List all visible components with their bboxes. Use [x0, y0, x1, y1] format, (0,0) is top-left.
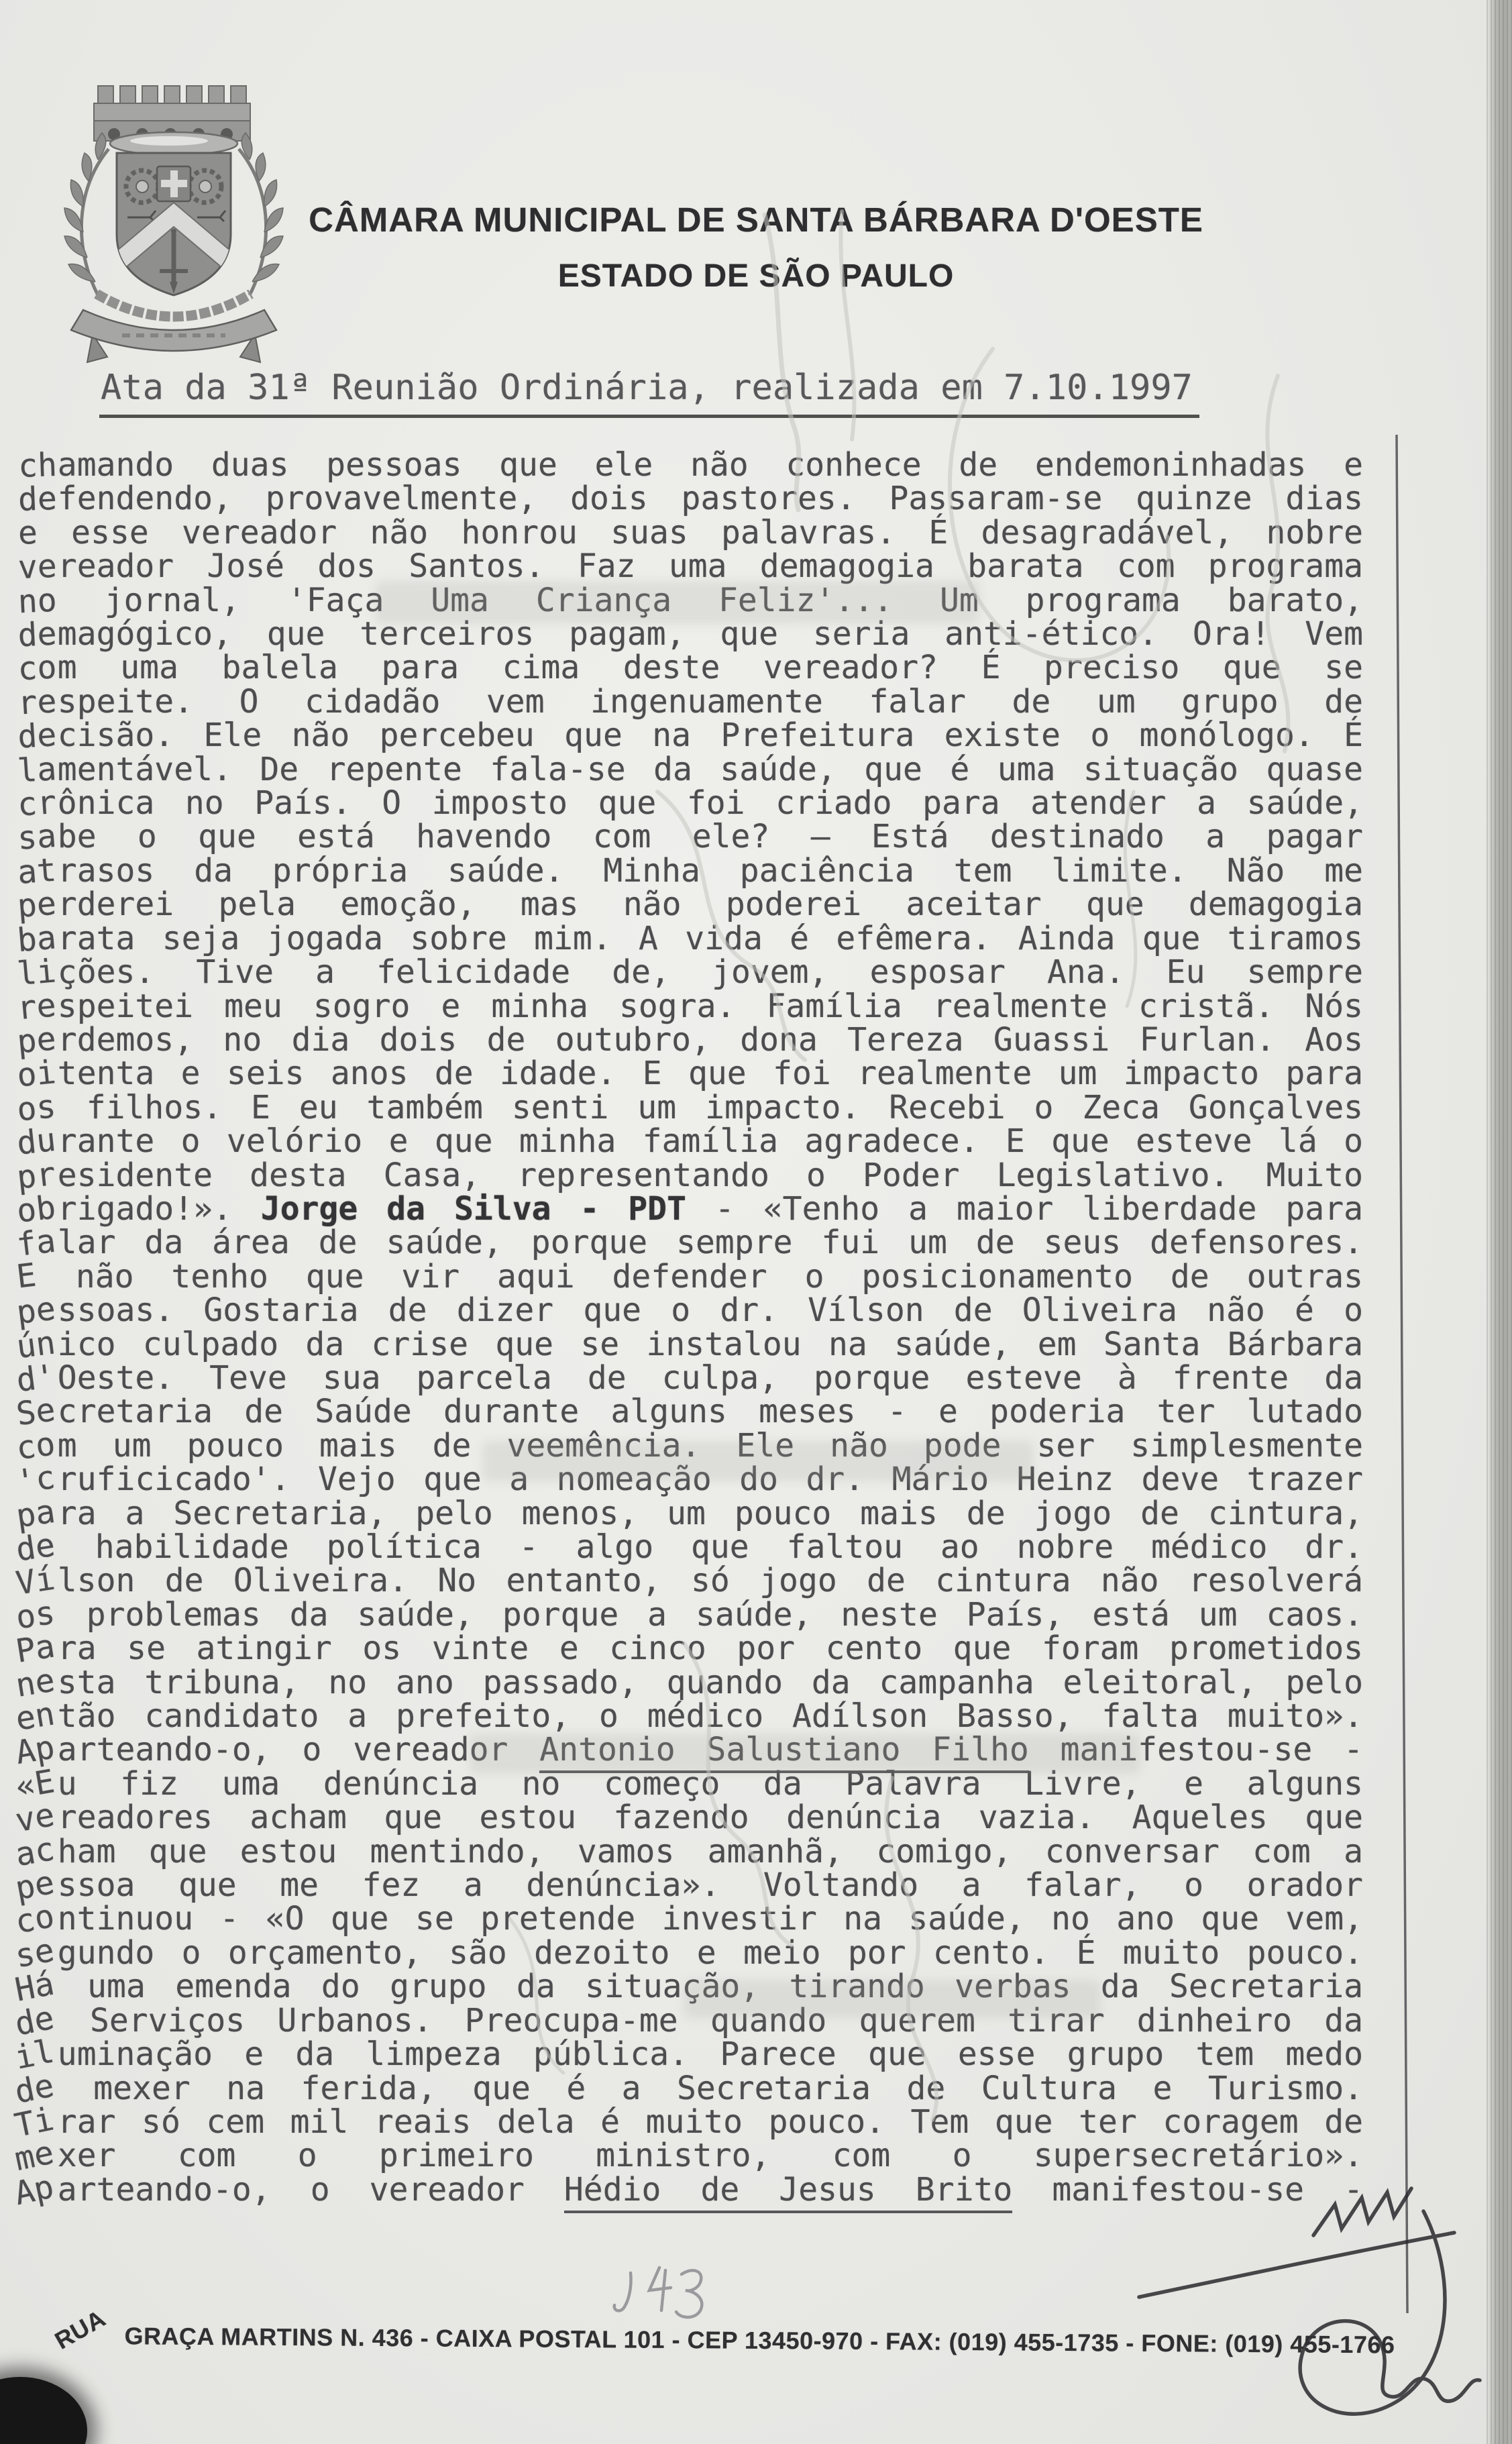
body-line: sabe o que está havendo com ele? — Está destinado a pagar — [16, 817, 1363, 858]
body-line: decisão. Ele não percebeu que na Prefeitura existe o monólogo. É — [16, 716, 1363, 756]
body-line: lições. Tive a felicidade de, jovem, esposar Ana. Eu sempre — [15, 952, 1363, 994]
body-line: d'Oeste. Teve sua parcela de culpa, porque esteve à frente da — [14, 1357, 1363, 1400]
body-line: segundo o orçamento, são dezoito e meio por cento. É muito pouco. — [12, 1931, 1363, 1976]
body-line: pessoas. Gostaria de dizer que o dr. Vílson de Oliveira não é o — [14, 1289, 1363, 1332]
body-line: Secretaria de Saúde durante alguns meses - e poderia ter lutado — [14, 1391, 1363, 1434]
document-title: Ata da 31ª Reunião Ordinária, realizada em 7.10.1997 — [99, 368, 1199, 418]
body-line: perderei pela emoção, mas não poderei aceitar que demagogia — [15, 884, 1363, 926]
org-name-line1: CÂMARA MUNICIPAL DE SANTA BÁRBARA D'OESTE — [309, 201, 1203, 239]
body-line: 'cruficicado'. Vejo que a nomeação do dr. Mário Heinz deve trazer — [13, 1458, 1363, 1501]
body-line: de habilidade política - algo que faltou ao nobre médico dr. — [13, 1526, 1363, 1569]
footer-address — [50, 2304, 1484, 2360]
body-line: perdemos, no dia dois de outubro, dona Tereza Guassi Furlan. Aos — [15, 1020, 1363, 1061]
body-line: continuou - «O que se pretende investir na saúde, no ano que vem, — [12, 1897, 1363, 1942]
body-line: chamando duas pessoas que ele não conhece de endemoninhadas e — [17, 446, 1363, 486]
bleedthrough-ghost — [684, 1980, 1100, 2018]
body-line: de Serviços Urbanos. Preocupa-me quando querem tirar dinheiro da — [11, 1999, 1363, 2043]
body-line: defendendo, provavelmente, dois pastores. Passaram-se quinze dias — [17, 480, 1363, 519]
body-line: os filhos. E eu também senti um impacto. Recebi o Zeca Gonçalves — [15, 1087, 1363, 1129]
scan-corner-shadow — [0, 2377, 87, 2444]
body-line: Aparteando-o, o vereador Hédio de Jesus Brito manifestou-se - — [11, 2167, 1363, 2213]
body-line: Há uma emenda do grupo da situação, tirando verbas da Secretaria — [11, 1964, 1363, 2009]
body-line: E não tenho que vir aqui defender o posicionamento de outras — [14, 1256, 1363, 1296]
body-line: para a Secretaria, pelo menos, um pouco mais de jogo de cintura, — [13, 1492, 1363, 1536]
body-line: vereadores acham que estou fazendo denúncia vazia. Aqueles que — [12, 1796, 1363, 1840]
body-line: Para se atingir os vinte e cinco por cento que foram prometidos — [13, 1627, 1363, 1671]
body-line: oitenta e seis anos de idade. E que foi realmente um impacto para — [15, 1053, 1363, 1095]
body-line: vereador José dos Santos. Faz uma demagogia barata com programa — [17, 547, 1363, 587]
body-line: Tirar só cem mil reais dela é muito pouco. Tem que ter coragem de — [11, 2100, 1363, 2145]
footer-address-start: RUA — [50, 2304, 111, 2355]
bleedthrough-ghost — [376, 581, 979, 624]
body-line: único culpado da crise que se instalou na saúde, em Santa Bárbara — [14, 1323, 1363, 1366]
bleedthrough-ghost — [470, 1734, 1140, 1774]
body-line: Vílson de Oliveira. No entanto, só jogo de cintura não resolverá — [13, 1560, 1363, 1603]
body-line: nesta tribuna, no ano passado, quando da campanha eleitoral, pelo — [13, 1661, 1363, 1705]
body-line: com uma balela para cima deste vereador? É preciso que se — [17, 648, 1363, 688]
body-line: iluminação e da limpeza pública. Parece que esse grupo tem medo — [11, 2032, 1363, 2077]
body-line: falar da área de saúde, porque sempre fui um de seus defensores. — [14, 1222, 1363, 1265]
body-line: presidente desta Casa, representando o Poder Legislativo. Muito — [15, 1155, 1363, 1197]
bleedthrough-ghost — [483, 1441, 1033, 1481]
body-line: Aparteando-o, o vereador Antonio Salustiano Filho manifestou-se - — [13, 1728, 1364, 1772]
body-line: respeitei meu sogro e minha sogra. Família realmente cristã. Nós — [15, 986, 1363, 1027]
body-line: mexer com o primeiro ministro, com o supersecretário». — [11, 2133, 1363, 2179]
body-line: acham que estou mentindo, vamos amanhã, comigo, conversar com a — [12, 1829, 1363, 1874]
document-body — [11, 446, 1364, 2213]
body-line: barata seja jogada sobre mim. A vida é efêmera. Ainda que tiramos — [15, 918, 1363, 959]
body-line: no jornal, 'Faça Uma Criança Feliz'... Um programa barato, — [17, 581, 1363, 621]
body-line: e esse vereador não honrou suas palavras. É desagradável, nobre — [17, 513, 1363, 552]
body-line: demagógico, que terceiros pagam, que seria anti-ético. Ora! Vem — [17, 615, 1363, 655]
org-name-line2: ESTADO DE SÃO PAULO — [557, 258, 955, 294]
body-line: atrasos da própria saúde. Minha paciência tem limite. Não me — [15, 851, 1363, 892]
body-line: respeite. O cidadão vem ingenuamente falar de um grupo de — [16, 682, 1363, 723]
scan-edge-shadow — [1487, 0, 1512, 2444]
body-line: com um pouco mais de veemência. Ele não pode ser simplesmente — [13, 1424, 1363, 1468]
body-line: «Eu fiz uma denúncia no começo da Palavra Livre, e alguns — [12, 1762, 1363, 1807]
body-line: de mexer na ferida, que é a Secretaria de Cultura e Turismo. — [11, 2066, 1363, 2111]
body-line: obrigado!». Jorge da Silva - PDT - «Tenho a maior liberdade para — [15, 1188, 1364, 1230]
body-line: durante o velório e que minha família agradece. E que esteve lá o — [15, 1121, 1363, 1163]
body-line: os problemas da saúde, porque a saúde, neste País, está um caos. — [13, 1593, 1363, 1637]
body-line: pessoa que me fez a denúncia». Voltando a falar, o orador — [12, 1863, 1363, 1908]
body-line: crônica no País. O imposto que foi criado para atender a saúde, — [16, 783, 1363, 824]
body-line: lamentável. De repente fala-se da saúde, que é uma situação quase — [16, 749, 1363, 790]
body-line: então candidato a prefeito, o médico Adílson Basso, falta muito». — [13, 1695, 1363, 1739]
footer-address-rest: GRAÇA MARTINS N. 436 - CAIXA POSTAL 101 - CEP 13450-970 - FAX: (019) 455-1735 - FONE: (019) 455-1766 — [124, 2322, 1395, 2359]
